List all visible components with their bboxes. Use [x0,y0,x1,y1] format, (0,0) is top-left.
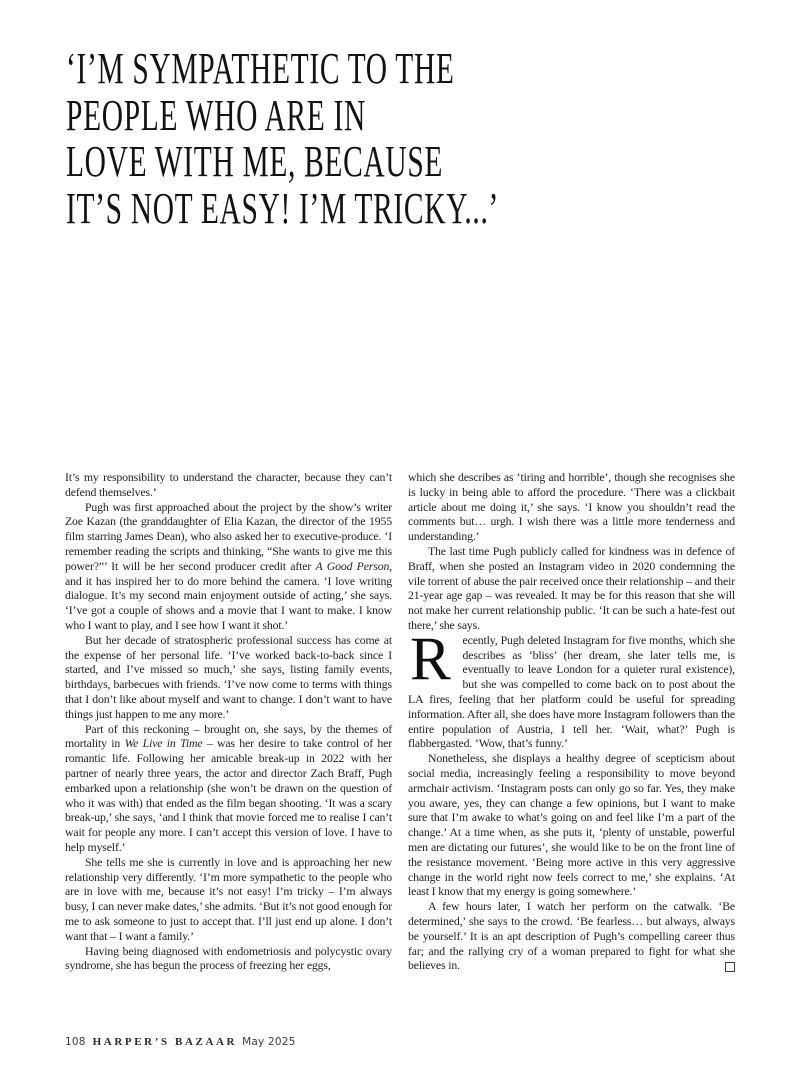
magazine-name: HARPER’S BAZAAR [92,1036,238,1048]
paragraph [65,855,392,944]
paragraph [65,500,392,633]
paragraph [65,470,392,500]
headline-line: IT’S NOT EASY! I’M TRICKY...’ [66,183,499,233]
page-number: 108 [65,1036,86,1048]
body-text: A few hours later, I watch her perform on the catwalk. ‘Be determined,’ she says to the crowd. ‘Be fearless… but always, always be yourself.’ It is an apt description of Pugh’s compelling career thus far; and the rallying cry of a woman prepared to fight for what she believes in. [408,899,735,973]
body-text: Nonetheless, she displays a healthy degree of scepticism about social media, increasingly feeling a responsibility to move beyond armchair activism. ‘Instagram posts can only go so far. Yes, they make you aware, yes, they can change a few opinions, but I want to make sure that I’m awake to what’s going on and feel like I’m a part of the change.’ At a time when, as she puts it, ‘plenty of unstable, powerful men are dictating our futures’, she would like to be on the front line of the resistance movement. ‘Being more active in this very aggressive change in the world right now feels correct to me,’ she explains. ‘At least I know that my energy is going somewhere.’ [408,751,735,899]
body-text: But her decade of stratospheric professional success has come at the expense of her personal life. ‘I’ve worked back-to-back since I started, and I’ve missed so much,’ she says, listing family events, birthdays, barbecues with friends. ‘I’ve now come to terms with things that I don’t like about myself and want to change. I don’t want to have things just happen to me any more.’ [65,632,392,721]
paragraph [65,722,392,855]
body-text: , and it has inspired her to do more behind the camera. ‘I love writing dialogue. It’s my second main enjoyment outside of acting,’ she says. ‘I’ve got a couple of shows and a movie that I want to make. I know who I want to play, and I see how I want it shot.’ [65,558,393,632]
body-text: The last time Pugh publicly called for kindness was in defence of Braff, when she posted an Instagram video in 2020 condemning the vile torrent of abuse the pair received once their relationship – and their 21-year age gap – was revealed. It may be for this reason that she will not make her current relationship public. ‘It can be such a hate-fest out there,’ she says. [408,543,735,632]
body-text: Having being diagnosed with endometriosis and polycystic ovary syndrome, she has begun the process of freezing her eggs, [65,943,392,973]
paragraph [65,944,392,974]
body-text: Pugh was first approached about the project by the show’s writer Zoe Kazan (the granddaughter of Elia Kazan, the director of the 1955 film starring James Dean), who also asked her to executive-produce. ‘I remember reading the scripts and thinking, “She wants to give me this power?”’ It will be her second producer credit after [65,499,392,573]
drop-cap-letter: R [410,625,451,693]
body-text: – was her desire to take control of her romantic life. Following her amicable break-up in 2022 with her partner of nearly three years, the actor and director Zach Braff, Pugh embarked upon a relationship (she won’t be drawn on the question of who it was with) that ended as the film began shooting. ‘It was a scary break-up,’ she says, ‘and I think that movie forced me to realise I can’t wait for people any more. I can’t accept this version of love. I have to help myself.’ [65,736,393,854]
paragraph [408,544,735,633]
pull-quote-headline [66,46,712,232]
paragraph [408,899,735,973]
body-text: She tells me she is currently in love and is approaching her new relationship very differently. ‘I’m more sympathetic to the people who are in love with me, because it’s not easy! I’m tricky – I’m always busy, I can never make dates,’ she admits. ‘But it’s not good enough for me to ask someone to just to accept that. I’ll just end up alone. I don’t want that – I want a family.’ [65,854,392,943]
body-text: It’s my responsibility to understand the character, because they can’t defend themselves.’ [65,470,392,499]
headline-line: ‘I’M SYMPATHETIC TO THE [66,44,455,93]
headline-line: LOVE WITH ME, BECAUSE [66,137,444,186]
paragraph [65,633,392,722]
italic-title-text: We Live in Time [124,736,203,751]
paragraph [408,470,735,544]
article-body [65,470,735,973]
left-column [65,470,392,973]
right-column [408,470,735,973]
page-footer [65,1036,295,1048]
italic-title-text: A Good Person [315,558,390,573]
body-text: ecently, Pugh deleted Instagram for five months, which she describes as ‘bliss’ (her dream, she later tells me, is eventually to leave London for a quieter rural existence), but she was compelled to come back on to post about the LA fires, feeling that her platform could be useful for spreading information. After all, she does have more Instagram followers than the entire population of Austria, I tell her. ‘Wait, what?’ Pugh is flabbergasted. ‘Wow, that’s funny.’ [408,632,735,751]
paragraph [408,751,735,899]
headline-line: PEOPLE WHO ARE IN [66,90,366,140]
issue-date: May 2025 [242,1036,296,1048]
body-text: Part of this reckoning – brought on, she says, by the themes of mortality in [65,721,392,751]
body-text: which she describes as ‘tiring and horrible’, though she recognises she is lucky in being able to afford the procedure. ‘There was a clickbait article about me doing it,’ she says. ‘I know you shouldn’t read the comments but… urgh. I wish there was a little more tenderness and understanding.’ [408,470,735,544]
paragraph [408,625,735,751]
end-of-article-mark [725,962,735,972]
